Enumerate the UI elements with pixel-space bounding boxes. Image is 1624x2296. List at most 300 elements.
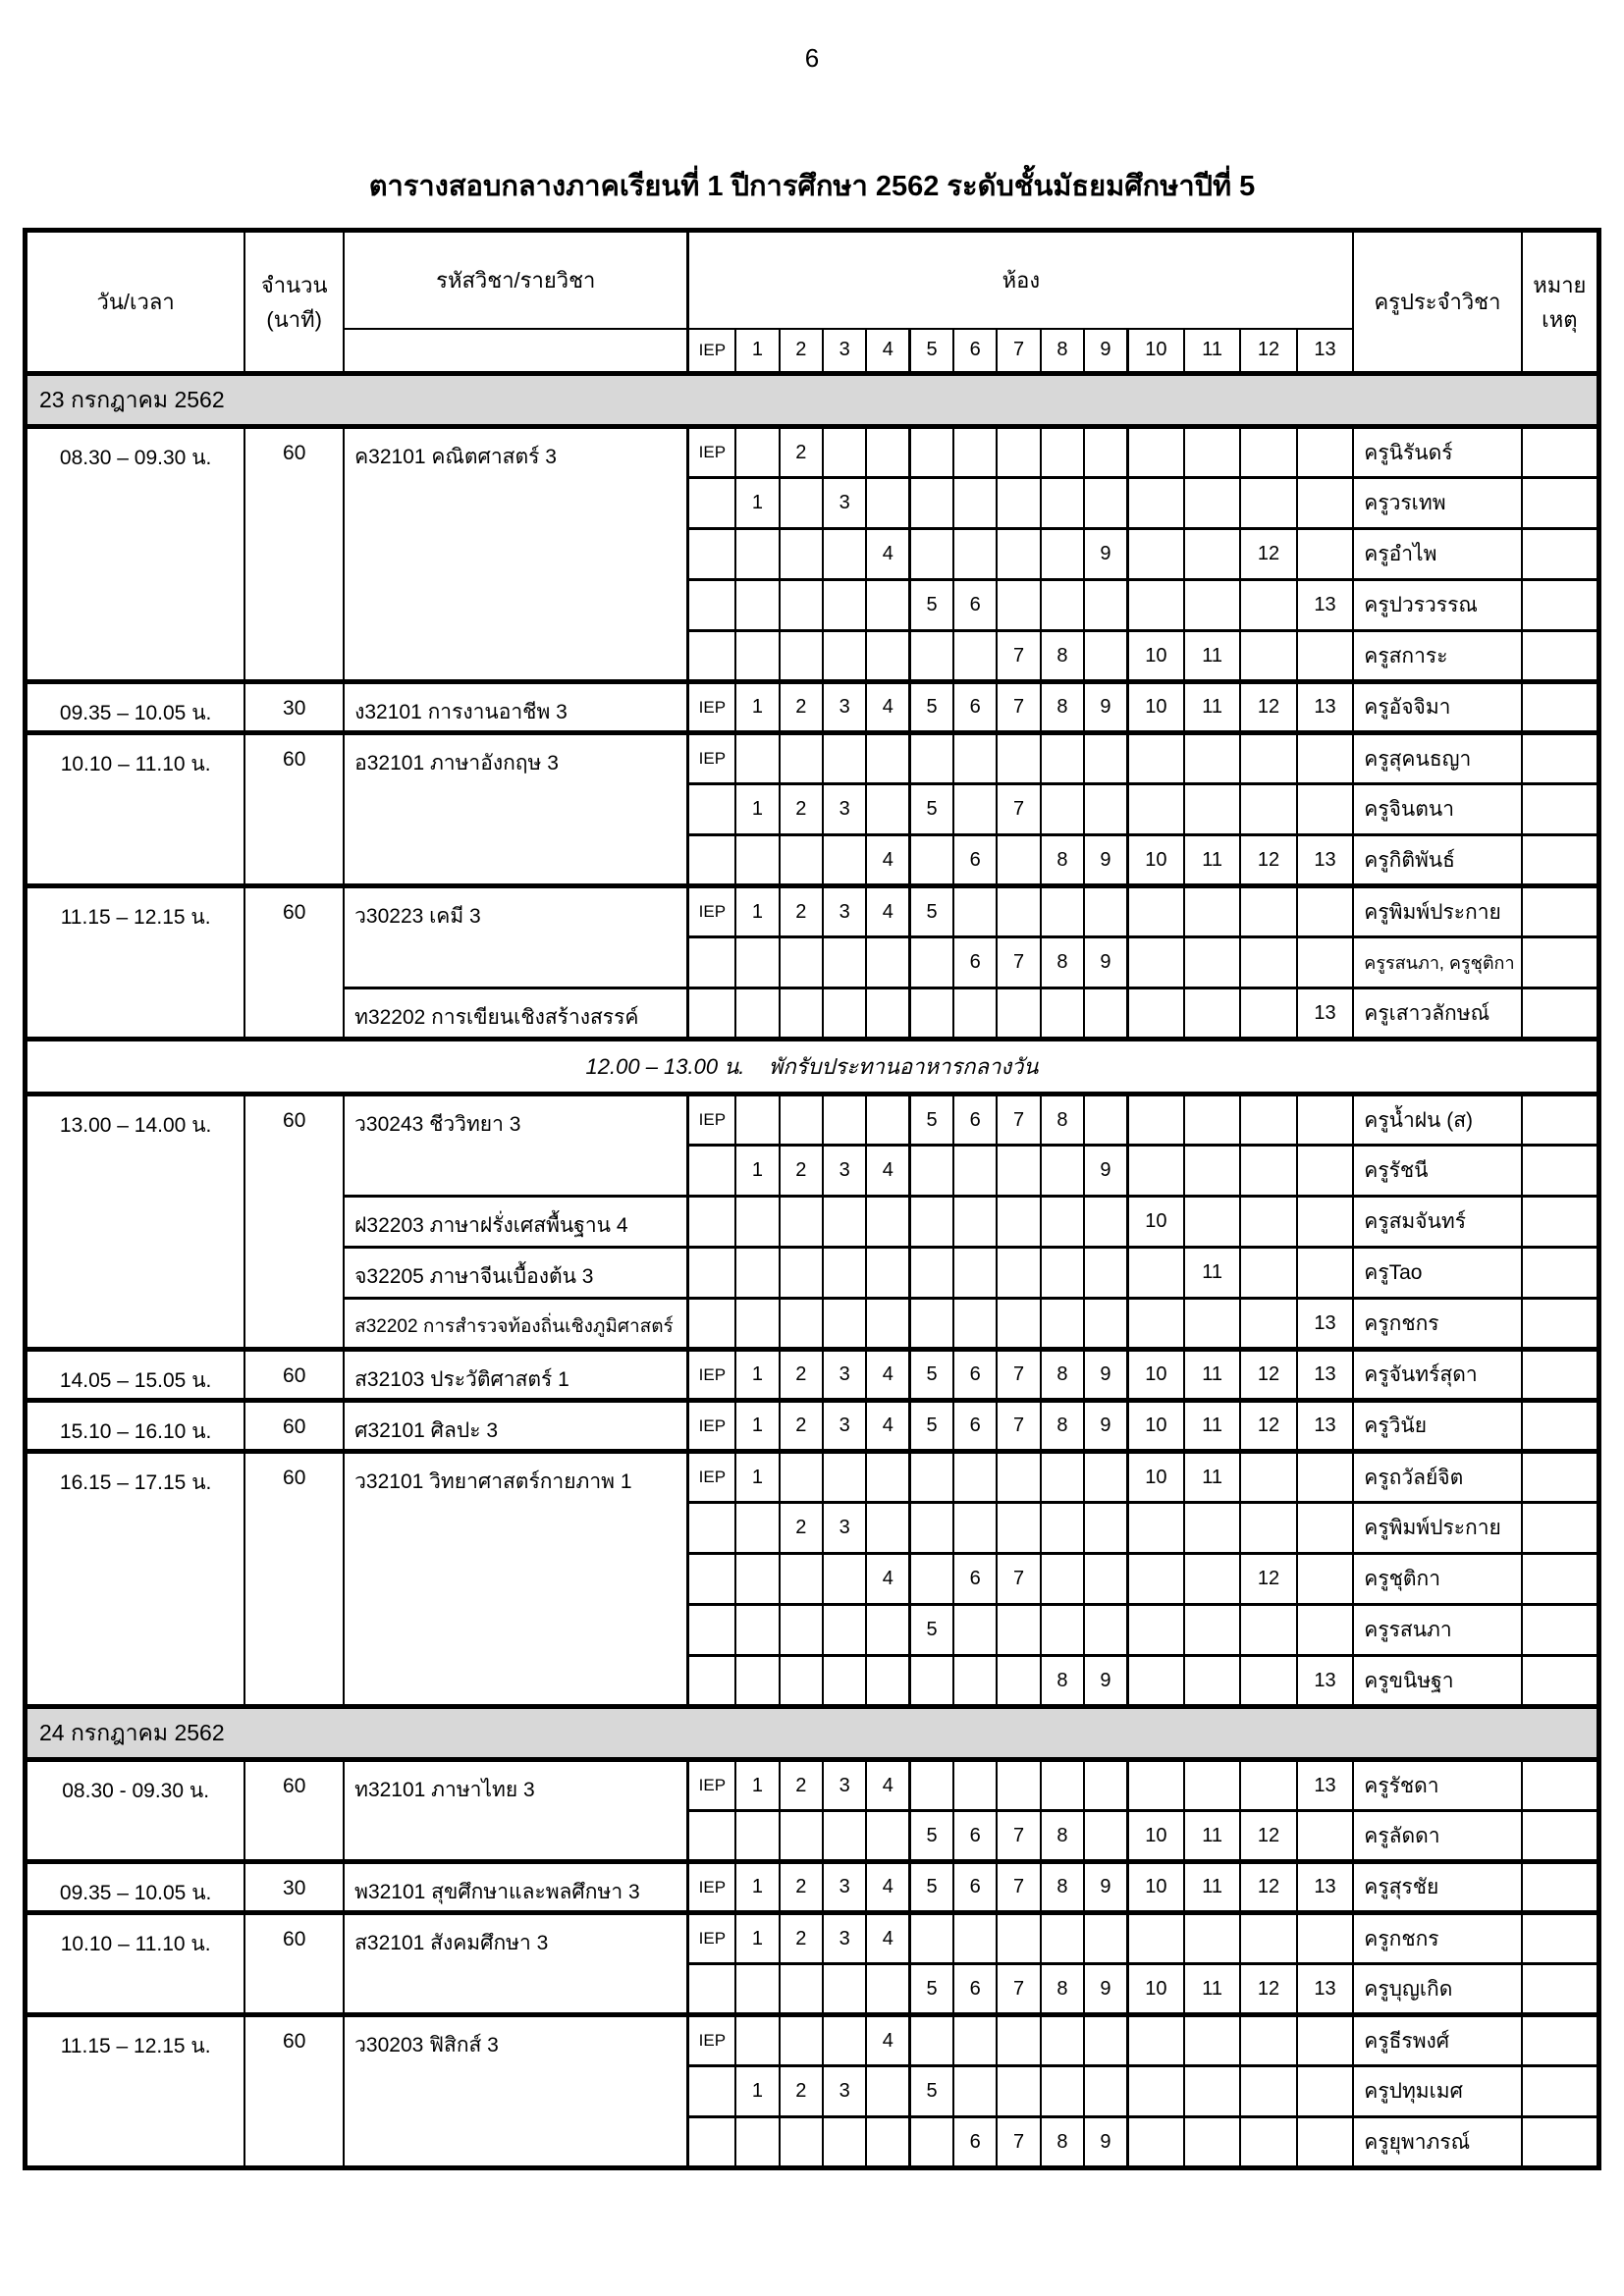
room-cell: 12 [1240,1964,1296,2015]
room-cell: 12 [1240,1401,1296,1452]
schedule-row [26,886,1599,937]
teacher-cell: ครูสุรชัย [1353,1862,1521,1913]
room-cell: 9 [1084,1964,1127,2015]
room-cell: 4 [866,886,909,937]
room-cell [688,1146,735,1197]
room-cell: 12 [1240,835,1296,886]
room-cell: 11 [1184,1811,1240,1862]
room-cell: 1 [735,886,779,937]
room-cell: 9 [1084,1146,1127,1197]
room-cell [997,886,1040,937]
teacher-cell: ครูจันทร์สุดา [1353,1350,1521,1401]
room-cell [1084,427,1127,478]
duration-cell: 60 [244,1913,344,2015]
room-cell: 5 [910,1811,953,1862]
room-cell: 7 [997,937,1040,988]
room-cell: 2 [780,1913,823,1964]
lunch-break [26,1040,1599,1095]
duration-cell: 60 [244,733,344,886]
room-cell [1127,427,1183,478]
room-cell [1127,733,1183,784]
note-cell [1522,1811,1599,1862]
room-cell: 9 [1084,937,1127,988]
lunch-break-row [26,1040,1599,1095]
duration-cell: 60 [244,1095,344,1350]
schedule-row [26,427,1599,478]
room-cell [910,1554,953,1605]
lunch-time: 12.00 – 13.00 น. [585,1054,745,1079]
room-cell [1041,1605,1084,1656]
room-cell [1297,2015,1354,2066]
room-cell [1041,988,1084,1040]
room-cell: 2 [780,1503,823,1554]
room-cell [866,784,909,835]
room-cell [997,733,1040,784]
room-cell: 5 [910,1862,953,1913]
room-cell: 11 [1184,1964,1240,2015]
room-cell: 7 [997,1964,1040,2015]
room-cell: 5 [910,682,953,733]
room-cell: 8 [1041,835,1084,886]
room-cell [735,2015,779,2066]
room-cell: 11 [1184,1248,1240,1299]
room-cell [997,2066,1040,2117]
subject-cell: ว32101 วิทยาศาสตร์กายภาพ 1 [344,1452,688,1707]
room-cell: 7 [997,1811,1040,1862]
duration-cell: 30 [244,682,344,733]
room-cell [780,988,823,1040]
room-cell: 10 [1127,682,1183,733]
room-cell: 9 [1084,1656,1127,1707]
date-banner-row [26,374,1599,427]
room-cell [1184,478,1240,529]
room-cell [1084,478,1127,529]
room-cell: 4 [866,2015,909,2066]
room-cell: 1 [735,1760,779,1811]
room-cell [1041,733,1084,784]
room-cell [1297,1605,1354,1656]
room-cell [866,1095,909,1146]
note-cell [1522,1095,1599,1146]
room-cell: 2 [780,1760,823,1811]
room-cell: IEP [688,2015,735,2066]
room-cell [1084,1197,1127,1248]
room-cell [823,1554,866,1605]
duration-cell: 60 [244,1760,344,1862]
room-cell: 5 [910,2066,953,2117]
room-cell: 13 [1297,835,1354,886]
teacher-cell: ครูลัดดา [1353,1811,1521,1862]
room-cell: 8 [1041,1964,1084,2015]
room-cell: 2 [780,784,823,835]
room-cell [823,529,866,580]
room-cell [953,1503,997,1554]
note-cell [1522,1760,1599,1811]
note-cell [1522,682,1599,733]
room-cell: 1 [735,1350,779,1401]
room-cell [688,1605,735,1656]
room-cell [823,1452,866,1503]
room-cell: 6 [953,1554,997,1605]
schedule-row [26,733,1599,784]
room-cell: 10 [1127,1811,1183,1862]
col-header-duration [244,231,344,374]
time-cell: 10.10 – 11.10 น. [26,1913,245,2015]
teacher-cell: ครูอัจจิมา [1353,682,1521,733]
room-cell [866,1656,909,1707]
schedule-row [26,1350,1599,1401]
room-cell [1084,1248,1127,1299]
note-cell [1522,580,1599,631]
note-cell [1522,2015,1599,2066]
duration-cell: 60 [244,2015,344,2168]
room-cell: 2 [780,427,823,478]
time-cell: 15.10 – 16.10 น. [26,1401,245,1452]
col-header-datetime: วัน/เวลา [26,231,245,374]
room-cell: 3 [823,1350,866,1401]
room-cell [1297,1248,1354,1299]
room-column-header: 7 [997,329,1040,374]
room-cell [780,733,823,784]
room-cell [1184,1760,1240,1811]
room-cell [780,2117,823,2168]
room-cell [735,1964,779,2015]
room-cell: 6 [953,682,997,733]
teacher-cell: ครูถวัลย์จิต [1353,1452,1521,1503]
room-cell: 13 [1297,580,1354,631]
room-cell [866,631,909,682]
room-cell [688,1811,735,1862]
teacher-cell: ครูTao [1353,1248,1521,1299]
room-cell [688,478,735,529]
room-cell [823,580,866,631]
room-cell [997,427,1040,478]
room-cell: 1 [735,682,779,733]
room-cell [910,733,953,784]
teacher-cell: ครูสุคนธญา [1353,733,1521,784]
room-cell [1041,1146,1084,1197]
room-cell [953,733,997,784]
room-cell [1127,1095,1183,1146]
schedule-row [26,1095,1599,1146]
room-cell: 12 [1240,1350,1296,1401]
room-cell [688,937,735,988]
room-cell: 1 [735,1913,779,1964]
room-cell [780,1656,823,1707]
room-cell [910,2015,953,2066]
room-cell [1184,2015,1240,2066]
room-cell: 2 [780,682,823,733]
note-cell [1522,631,1599,682]
room-cell [1041,478,1084,529]
subject-cell: ว30203 ฟิสิกส์ 3 [344,2015,688,2168]
room-cell: 2 [780,1146,823,1197]
room-cell [910,1197,953,1248]
teacher-cell: ครูกิติพันธ์ [1353,835,1521,886]
room-cell: 4 [866,1401,909,1452]
room-cell [780,835,823,886]
room-cell [780,1811,823,1862]
room-cell: 6 [953,2117,997,2168]
room-cell [780,2015,823,2066]
room-cell [1297,1452,1354,1503]
teacher-cell: ครูอำไพ [1353,529,1521,580]
room-cell [1240,478,1296,529]
room-cell: 9 [1084,1401,1127,1452]
teacher-cell: ครูชุติกา [1353,1554,1521,1605]
room-cell [1297,1197,1354,1248]
room-cell [688,1248,735,1299]
time-cell: 16.15 – 17.15 น. [26,1452,245,1707]
col-header-note [1522,231,1599,374]
room-cell [823,1964,866,2015]
note-cell [1522,1299,1599,1350]
room-cell: 11 [1184,1401,1240,1452]
room-cell: 5 [910,784,953,835]
room-cell [910,835,953,886]
room-column-header: 1 [735,329,779,374]
room-cell: 13 [1297,1964,1354,2015]
room-cell: 5 [910,1095,953,1146]
room-cell: 4 [866,835,909,886]
room-cell [1084,1299,1127,1350]
room-cell: 11 [1184,631,1240,682]
room-cell [997,1503,1040,1554]
room-cell [866,1197,909,1248]
room-cell: 9 [1084,1862,1127,1913]
room-cell [1297,1913,1354,1964]
room-cell: 6 [953,835,997,886]
room-cell [997,988,1040,1040]
room-cell [688,835,735,886]
room-cell: 4 [866,1350,909,1401]
room-cell: 9 [1084,1350,1127,1401]
schedule-row [26,1913,1599,1964]
room-cell [688,580,735,631]
room-cell: 12 [1240,1862,1296,1913]
room-cell [997,1197,1040,1248]
room-cell [1240,733,1296,784]
room-cell: 2 [780,1862,823,1913]
room-cell: 2 [780,1350,823,1401]
room-cell [997,1913,1040,1964]
col-header-teacher: ครูประจำวิชา [1353,231,1521,374]
room-cell [1240,2117,1296,2168]
room-cell [1127,784,1183,835]
table-header-row [26,231,1599,329]
room-cell: 8 [1041,682,1084,733]
teacher-cell: ครูบุญเกิด [1353,1964,1521,2015]
room-cell: 12 [1240,1554,1296,1605]
room-cell: 2 [780,886,823,937]
room-cell [823,733,866,784]
note-cell [1522,937,1599,988]
room-cell [688,1299,735,1350]
note-cell [1522,529,1599,580]
room-cell [953,1605,997,1656]
room-cell [1084,733,1127,784]
room-cell [823,2117,866,2168]
room-cell: 3 [823,1146,866,1197]
room-cell [735,1503,779,1554]
room-cell [1127,1656,1183,1707]
room-cell [688,1964,735,2015]
room-cell [1041,784,1084,835]
room-cell [1127,2117,1183,2168]
room-cell [910,2117,953,2168]
room-cell [1297,529,1354,580]
room-cell: 5 [910,1350,953,1401]
room-cell: 3 [823,1503,866,1554]
room-cell: 3 [823,2066,866,2117]
room-cell: 8 [1041,1656,1084,1707]
room-cell [1127,1299,1183,1350]
time-cell: 11.15 – 12.15 น. [26,886,245,1040]
subject-cell: อ32101 ภาษาอังกฤษ 3 [344,733,688,886]
room-cell [1084,631,1127,682]
note-cell [1522,1554,1599,1605]
room-cell [866,1452,909,1503]
room-cell [1184,784,1240,835]
room-cell [1297,937,1354,988]
room-cell [1184,1605,1240,1656]
room-cell [866,1605,909,1656]
room-column-header: 6 [953,329,997,374]
room-cell [823,1605,866,1656]
room-cell: 3 [823,1913,866,1964]
room-cell [953,1197,997,1248]
teacher-cell: ครูพิมพ์ประกาย [1353,886,1521,937]
room-cell: IEP [688,1452,735,1503]
room-cell [866,1299,909,1350]
room-cell [910,1146,953,1197]
room-cell: 6 [953,580,997,631]
room-cell [1240,1452,1296,1503]
room-cell: 10 [1127,1350,1183,1401]
room-cell [1184,886,1240,937]
duration-cell: 60 [244,1350,344,1401]
note-cell [1522,1350,1599,1401]
room-cell: 4 [866,1862,909,1913]
room-cell [910,937,953,988]
room-cell [1297,1503,1354,1554]
date-banner-row [26,1707,1599,1760]
room-cell [910,1656,953,1707]
room-cell: IEP [688,1862,735,1913]
room-cell: 3 [823,886,866,937]
room-cell [1041,886,1084,937]
room-cell: 6 [953,1862,997,1913]
room-cell [1041,1299,1084,1350]
room-cell [1127,2015,1183,2066]
room-cell [735,1299,779,1350]
room-cell [866,427,909,478]
room-cell: 7 [997,1554,1040,1605]
room-cell: IEP [688,1401,735,1452]
room-cell [688,2117,735,2168]
subject-subheader-empty [344,329,688,374]
teacher-cell: ครูจินตนา [1353,784,1521,835]
room-cell: 13 [1297,1401,1354,1452]
room-cell [1127,937,1183,988]
room-cell [780,1248,823,1299]
room-cell [1127,886,1183,937]
col-header-duration-line1: จำนวน [260,272,328,297]
teacher-cell: ครูวินัย [1353,1401,1521,1452]
room-cell [866,2117,909,2168]
room-cell: 9 [1084,2117,1127,2168]
col-header-room: ห้อง [688,231,1353,329]
room-cell [866,1811,909,1862]
room-cell [1297,886,1354,937]
room-cell: 7 [997,2117,1040,2168]
room-cell: 6 [953,1401,997,1452]
room-cell [953,1146,997,1197]
time-cell: 08.30 - 09.30 น. [26,1760,245,1862]
room-cell: 5 [910,1605,953,1656]
time-cell: 11.15 – 12.15 น. [26,2015,245,2168]
room-cell: 3 [823,682,866,733]
room-cell [1127,529,1183,580]
date-banner: 24 กรกฎาคม 2562 [26,1707,1599,1760]
room-cell [823,1811,866,1862]
room-cell: 12 [1240,1811,1296,1862]
room-cell [997,1299,1040,1350]
room-cell [780,529,823,580]
room-cell [910,988,953,1040]
note-cell [1522,427,1599,478]
room-cell [780,937,823,988]
room-cell: 8 [1041,2117,1084,2168]
room-cell: IEP [688,733,735,784]
room-cell [866,733,909,784]
subject-cell: ว30243 ชีววิทยา 3 [344,1095,688,1197]
note-cell [1522,1862,1599,1913]
room-cell [1084,1605,1127,1656]
room-cell [1184,733,1240,784]
teacher-cell: ครูกชกร [1353,1913,1521,1964]
subject-cell: ท32202 การเขียนเชิงสร้างสรรค์ [344,988,688,1040]
room-cell [997,529,1040,580]
room-cell: 7 [997,1350,1040,1401]
room-cell: 7 [997,1862,1040,1913]
room-cell: 11 [1184,1350,1240,1401]
room-cell [823,835,866,886]
room-cell: 1 [735,1452,779,1503]
room-cell [1297,784,1354,835]
room-cell [866,1503,909,1554]
room-cell [735,1605,779,1656]
room-cell [1041,1760,1084,1811]
room-cell [1041,1913,1084,1964]
room-cell: 8 [1041,1401,1084,1452]
room-cell [910,1299,953,1350]
room-cell [953,478,997,529]
room-cell [1240,1503,1296,1554]
room-cell [866,2066,909,2117]
room-cell [780,1095,823,1146]
room-cell: 1 [735,478,779,529]
room-cell: 6 [953,937,997,988]
room-cell [823,988,866,1040]
room-cell [1240,886,1296,937]
room-cell [1084,580,1127,631]
room-cell: 8 [1041,631,1084,682]
room-cell: 13 [1297,1656,1354,1707]
room-cell: IEP [688,1760,735,1811]
room-cell [823,1656,866,1707]
room-cell: 9 [1084,529,1127,580]
